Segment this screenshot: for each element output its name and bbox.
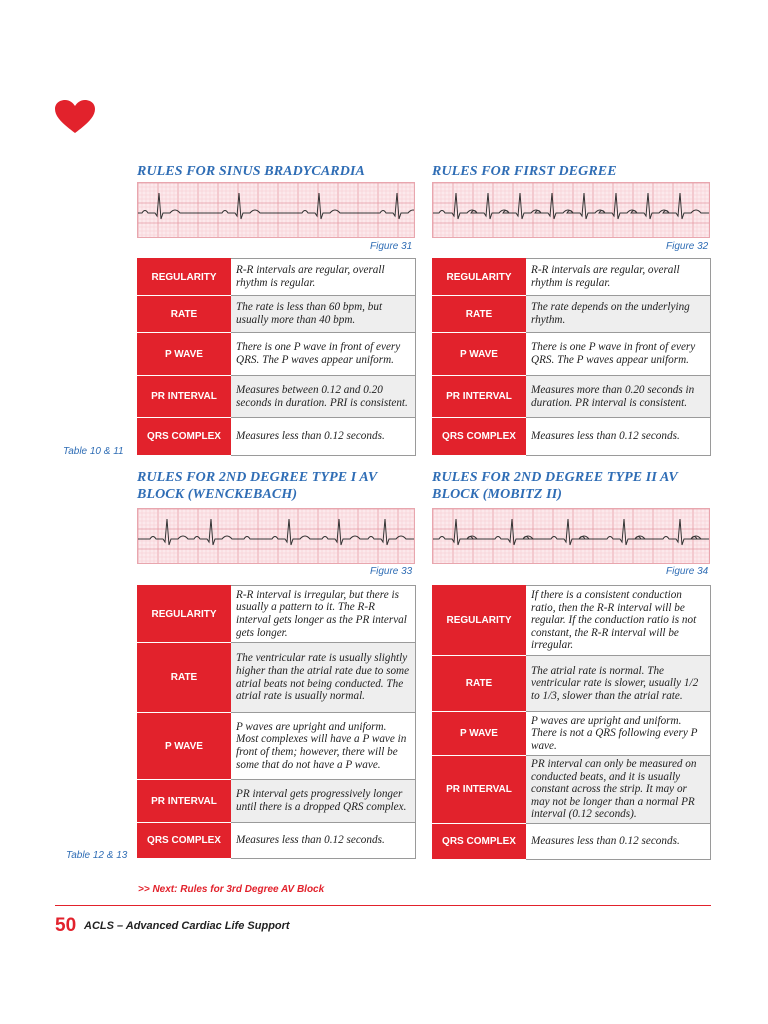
footer-title: ACLS – Advanced Cardiac Life Support [84, 920, 290, 932]
table-cell: There is one P wave in front of every QRS. The P waves appear uniform. [526, 333, 711, 376]
table-cell: R-R intervals are regular, overall rhythm is regular. [231, 259, 416, 296]
row-label-regularity: REGULARITY [138, 586, 231, 643]
page-number: 50 [55, 915, 77, 936]
section-title: RULES FOR 2ND DEGREE TYPE II AV BLOCK (MOBITZ II) [432, 470, 678, 502]
row-label-pr-interval: PR INTERVAL [138, 376, 231, 418]
table-label: Table 10 & 11 [63, 446, 124, 457]
row-label-rate: RATE [433, 656, 526, 712]
row-label-regularity: REGULARITY [138, 259, 231, 296]
row-label-pr-interval: PR INTERVAL [433, 376, 526, 418]
heart-icon [55, 100, 95, 134]
table-label: Table 12 & 13 [66, 850, 128, 861]
table-cell: Measures between 0.12 and 0.20 seconds in duration. PRI is consistent. [231, 376, 416, 418]
row-label-rate: RATE [138, 643, 231, 713]
row-label-pr-interval: PR INTERVAL [138, 780, 231, 823]
rules-table [137, 585, 416, 859]
ecg-strip [137, 508, 415, 564]
table-cell: Measures less than 0.12 seconds. [231, 418, 416, 456]
footer-divider [55, 905, 711, 906]
row-label-p-wave: P WAVE [138, 713, 231, 780]
table-cell: PR interval gets progressively longer until there is a dropped QRS complex. [231, 780, 416, 823]
row-label-p-wave: P WAVE [138, 333, 231, 376]
rules-table [432, 585, 711, 860]
ecg-strip [432, 182, 710, 238]
row-label-qrs-complex: QRS COMPLEX [433, 824, 526, 860]
table-cell: Measures less than 0.12 seconds. [526, 418, 711, 456]
figure-caption: Figure 33 [370, 566, 413, 577]
table-cell: The atrial rate is normal. The ventricular rate is slower, usually 1/2 to 1/3, slower than the atrial rate. [526, 656, 711, 712]
table-cell: PR interval can only be measured on conducted beats, and it is usually constant across the strip. It may or may not be longer than a normal PR interval (0.12 seconds). [526, 756, 711, 824]
row-label-qrs-complex: QRS COMPLEX [138, 823, 231, 859]
row-label-regularity: REGULARITY [433, 586, 526, 656]
table-cell: If there is a consistent conduction ratio, then the R-R interval will be regular. If the conduction ratio is not constant, the R-R interval will be irregular. [526, 586, 711, 656]
row-label-qrs-complex: QRS COMPLEX [433, 418, 526, 456]
row-label-p-wave: P WAVE [433, 712, 526, 756]
table-cell: P waves are upright and uniform. There is not a QRS following every P wave. [526, 712, 711, 756]
row-label-p-wave: P WAVE [433, 333, 526, 376]
ecg-trace [433, 509, 709, 563]
table-cell: There is one P wave in front of every QRS. The P waves appear uniform. [231, 333, 416, 376]
section-title: RULES FOR 2ND DEGREE TYPE I AV BLOCK (WENCKEBACH) [137, 470, 378, 502]
table-cell: R-R intervals are regular, overall rhythm is regular. [526, 259, 711, 296]
table-cell: The rate depends on the underlying rhythm. [526, 296, 711, 333]
ecg-trace [138, 509, 414, 563]
table-cell: The rate is less than 60 bpm, but usually more than 40 bpm. [231, 296, 416, 333]
row-label-rate: RATE [138, 296, 231, 333]
section-title: RULES FOR SINUS BRADYCARDIA [137, 164, 365, 179]
ecg-trace [138, 183, 414, 237]
figure-caption: Figure 34 [666, 566, 709, 577]
table-cell: P waves are upright and uniform. Most complexes will have a P wave in front of them; however, there will be some that do not have a P wave. [231, 713, 416, 780]
figure-caption: Figure 31 [370, 241, 413, 252]
table-cell: The ventricular rate is usually slightly higher than the atrial rate due to some atrial beats not being conducted. The atrial rate is usually normal. [231, 643, 416, 713]
rules-table [432, 258, 711, 456]
table-cell: Measures more than 0.20 seconds in duration. PR interval is consistent. [526, 376, 711, 418]
ecg-strip [432, 508, 710, 564]
table-cell: R-R interval is irregular, but there is usually a pattern to it. The R-R interval gets longer as the PR interval gets longer. [231, 586, 416, 643]
figure-caption: Figure 32 [666, 241, 709, 252]
row-label-pr-interval: PR INTERVAL [433, 756, 526, 824]
rules-table [137, 258, 416, 456]
row-label-regularity: REGULARITY [433, 259, 526, 296]
table-cell: Measures less than 0.12 seconds. [526, 824, 711, 860]
row-label-qrs-complex: QRS COMPLEX [138, 418, 231, 456]
section-title: RULES FOR FIRST DEGREE [432, 164, 617, 179]
ecg-trace [433, 183, 709, 237]
table-cell: Measures less than 0.12 seconds. [231, 823, 416, 859]
next-link[interactable]: >> Next: Rules for 3rd Degree AV Block [138, 884, 325, 895]
row-label-rate: RATE [433, 296, 526, 333]
ecg-strip [137, 182, 415, 238]
